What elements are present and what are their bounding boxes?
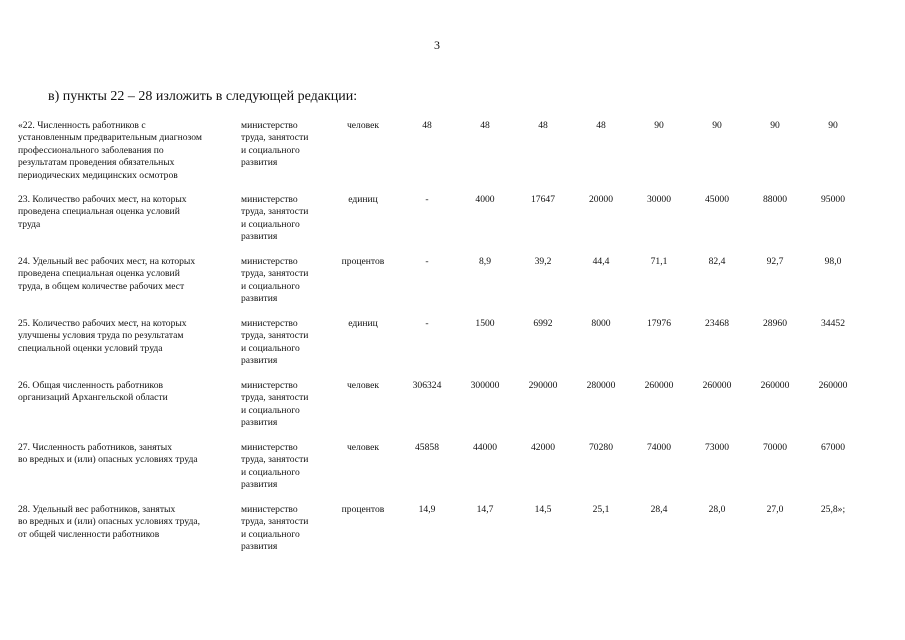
responsible-ministry-line: развития	[241, 417, 278, 429]
value-cell: 8000	[591, 318, 611, 329]
value-cell: 34452	[821, 318, 845, 329]
indicator-name-line: установленным предварительным диагнозом	[18, 132, 202, 144]
value-cell: 17976	[647, 318, 671, 329]
responsible-ministry	[241, 318, 331, 368]
indicator-name-line: 27. Численность работников, занятых	[18, 442, 172, 453]
value-cell: 45000	[705, 194, 729, 205]
responsible-ministry-line: труда, занятости	[241, 330, 309, 342]
indicator-name	[18, 194, 232, 231]
value-cell: 71,1	[650, 256, 668, 267]
value-cell: 6992	[533, 318, 553, 329]
indicator-name-line: организаций Архангельской области	[18, 392, 168, 404]
value-cell: 280000	[586, 380, 616, 391]
value-cell: -	[425, 194, 429, 205]
value-cell: 290000	[528, 380, 558, 391]
unit-of-measure-line: человек	[346, 380, 380, 391]
responsible-ministry-line: развития	[241, 479, 278, 491]
value-cell: 48	[422, 120, 432, 131]
value-cell: 260000	[644, 380, 674, 391]
responsible-ministry-line: и социального	[241, 280, 300, 292]
responsible-ministry-line: труда, занятости	[241, 516, 309, 528]
value-cell: 23468	[705, 318, 729, 329]
responsible-ministry-line: развития	[241, 231, 278, 243]
unit-of-measure	[332, 380, 394, 392]
value-cell: 44,4	[592, 256, 610, 267]
indicator-name-line: труда, в общем количестве рабочих мест	[18, 280, 185, 292]
indicator-name-line: во вредных и (или) опасных условиях труда	[18, 454, 198, 466]
indicator-name-line: профессионального заболевания по	[18, 144, 164, 156]
unit-of-measure-line: человек	[346, 120, 380, 131]
responsible-ministry-line: министерство	[241, 256, 298, 267]
responsible-ministry-line: министерство	[241, 504, 298, 515]
responsible-ministry-line: труда, занятости	[241, 132, 309, 144]
indicator-name	[18, 120, 232, 182]
value-cell: 48	[596, 120, 606, 131]
value-cell: 42000	[531, 442, 555, 453]
unit-of-measure-line: процентов	[341, 504, 385, 515]
value-cell: 25,8»;	[820, 504, 846, 515]
indicator-name	[18, 380, 232, 405]
table-row	[0, 194, 905, 256]
value-cell: 1500	[475, 318, 495, 329]
value-cell: 70280	[589, 442, 613, 453]
value-cell: 90	[712, 120, 722, 131]
value-cell: 14,9	[418, 504, 436, 515]
responsible-ministry-line: и социального	[241, 528, 300, 540]
responsible-ministry-line: развития	[241, 355, 278, 367]
responsible-ministry-line: труда, занятости	[241, 268, 309, 280]
unit-of-measure-line: человек	[346, 442, 380, 453]
indicator-table	[0, 120, 905, 566]
responsible-ministry-line: и социального	[241, 144, 300, 156]
indicator-name-line: от общей численности работников	[18, 528, 160, 540]
table-row	[0, 380, 905, 442]
unit-of-measure	[332, 504, 394, 516]
responsible-ministry-line: развития	[241, 157, 278, 169]
responsible-ministry-line: труда, занятости	[241, 454, 309, 466]
indicator-name-line: 28. Удельный вес работников, занятых	[18, 504, 176, 515]
value-cell: 260000	[760, 380, 790, 391]
responsible-ministry-line: министерство	[241, 194, 298, 205]
value-cell: 90	[654, 120, 664, 131]
table-row	[0, 120, 905, 194]
responsible-ministry-line: министерство	[241, 380, 298, 391]
value-cell: 74000	[647, 442, 671, 453]
responsible-ministry-line: труда, занятости	[241, 206, 309, 218]
responsible-ministry-line: и социального	[241, 466, 300, 478]
value-cell: 28,4	[650, 504, 668, 515]
value-cell: 98,0	[824, 256, 842, 267]
amendment-intro: в) пункты 22 – 28 изложить в следующей редакции:	[48, 89, 358, 104]
responsible-ministry	[241, 504, 331, 554]
value-cell: 92,7	[766, 256, 784, 267]
value-cell: 17647	[531, 194, 555, 205]
responsible-ministry-line: министерство	[241, 120, 298, 131]
value-cell: 39,2	[534, 256, 552, 267]
indicator-name	[18, 318, 232, 355]
value-cell: -	[425, 318, 429, 329]
value-cell: 45858	[415, 442, 439, 453]
indicator-name-line: результатам проведения обязательных	[18, 157, 175, 169]
table-row	[0, 504, 905, 566]
value-cell: 14,5	[534, 504, 552, 515]
value-cell: 30000	[647, 194, 671, 205]
indicator-name-line: во вредных и (или) опасных условиях труда,	[18, 516, 200, 528]
indicator-name-line: проведена специальная оценка условий	[18, 268, 180, 280]
indicator-name-line: улучшены условия труда по результатам	[18, 330, 184, 342]
unit-of-measure-line: процентов	[341, 256, 385, 267]
value-cell: 8,9	[479, 256, 491, 267]
responsible-ministry	[241, 256, 331, 306]
table-row	[0, 442, 905, 504]
responsible-ministry-line: и социального	[241, 404, 300, 416]
responsible-ministry	[241, 442, 331, 492]
indicator-name-line: труда	[18, 218, 41, 230]
value-cell: 48	[538, 120, 548, 131]
indicator-name-line: периодических медицинских осмотров	[18, 169, 178, 181]
value-cell: 260000	[818, 380, 848, 391]
indicator-name	[18, 442, 232, 467]
responsible-ministry-line: и социального	[241, 218, 300, 230]
value-cell: 20000	[589, 194, 613, 205]
unit-of-measure	[332, 318, 394, 330]
responsible-ministry-line: развития	[241, 293, 278, 305]
responsible-ministry	[241, 120, 331, 170]
value-cell: 44000	[473, 442, 497, 453]
responsible-ministry	[241, 194, 331, 244]
unit-of-measure	[332, 120, 394, 132]
responsible-ministry-line: труда, занятости	[241, 392, 309, 404]
indicator-name-line: проведена специальная оценка условий	[18, 206, 180, 218]
unit-of-measure-line: единиц	[348, 194, 378, 205]
value-cell: 88000	[763, 194, 787, 205]
indicator-name	[18, 504, 232, 541]
indicator-name-line: 23. Количество рабочих мест, на которых	[18, 194, 187, 205]
responsible-ministry-line: развития	[241, 541, 278, 553]
responsible-ministry-line: министерство	[241, 318, 298, 329]
indicator-name-line: 25. Количество рабочих мест, на которых	[18, 318, 187, 329]
value-cell: 90	[770, 120, 780, 131]
value-cell: 4000	[475, 194, 495, 205]
page-number: 3	[434, 38, 440, 52]
value-cell: 48	[480, 120, 490, 131]
value-cell: 95000	[821, 194, 845, 205]
value-cell: 300000	[470, 380, 500, 391]
unit-of-measure	[332, 256, 394, 268]
value-cell: 67000	[821, 442, 845, 453]
table-row	[0, 318, 905, 380]
value-cell: 28960	[763, 318, 787, 329]
table-row	[0, 256, 905, 318]
indicator-name-line: «22. Численность работников с	[18, 120, 146, 131]
value-cell: 28,0	[708, 504, 726, 515]
value-cell: 27,0	[766, 504, 784, 515]
indicator-name	[18, 256, 232, 293]
indicator-name-line: специальной оценки условий труда	[18, 342, 163, 354]
responsible-ministry	[241, 380, 331, 430]
value-cell: 90	[828, 120, 838, 131]
indicator-name-line: 24. Удельный вес рабочих мест, на которых	[18, 256, 196, 267]
unit-of-measure	[332, 442, 394, 454]
indicator-name-line: 26. Общая численность работников	[18, 380, 164, 391]
value-cell: -	[425, 256, 429, 267]
responsible-ministry-line: и социального	[241, 342, 300, 354]
responsible-ministry-line: министерство	[241, 442, 298, 453]
value-cell: 14,7	[476, 504, 494, 515]
value-cell: 25,1	[592, 504, 610, 515]
value-cell: 260000	[702, 380, 732, 391]
value-cell: 70000	[763, 442, 787, 453]
unit-of-measure	[332, 194, 394, 206]
value-cell: 306324	[412, 380, 442, 391]
unit-of-measure-line: единиц	[348, 318, 378, 329]
value-cell: 82,4	[708, 256, 726, 267]
value-cell: 73000	[705, 442, 729, 453]
